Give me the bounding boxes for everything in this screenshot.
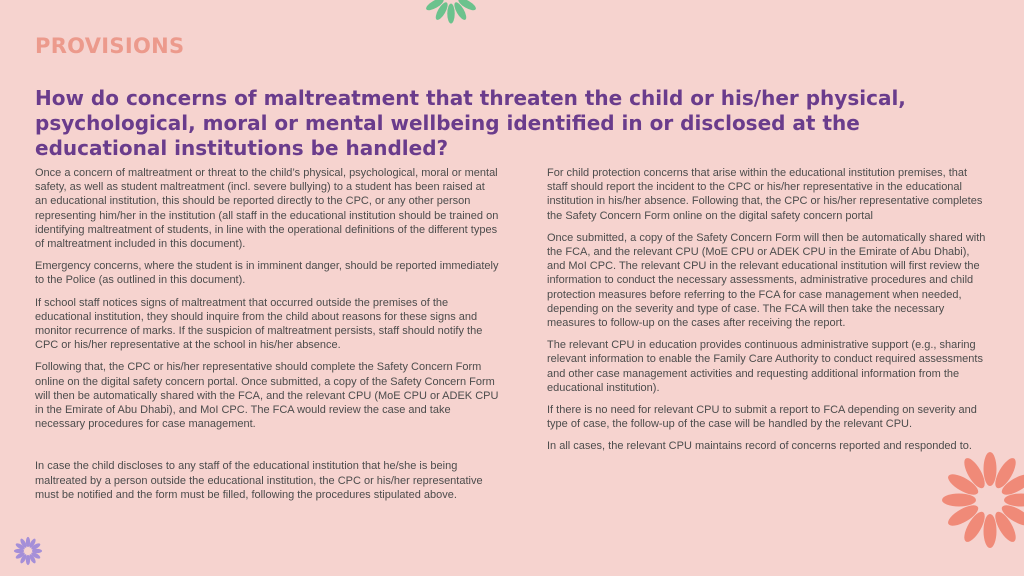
green-flower-decoration bbox=[420, 0, 482, 26]
paragraph: In case the child discloses to any staff of the educational institution that he/she is being maltreated by a person outside the educational institution, the CPC or his/her representative must be notified and the form must be filled, following the procedures stipulated above. bbox=[35, 460, 483, 501]
page-heading: How do concerns of maltreatment that threaten the child or his/her physical, psychological, moral or mental wellbeing identified in or disclosed at the educational institutions be handled? bbox=[35, 86, 906, 160]
paragraph: For child protection concerns that arise within the educational institution premises, that staff should report the incident to the CPC or his/her representative in the educational institution in his/her absence. Following that, the CPC or his/her representative completes the Safety Concern Form online on the digital safety concern portal bbox=[547, 167, 983, 222]
left-column bbox=[35, 166, 500, 510]
paragraph: In all cases, the relevant CPU maintains record of concerns reported and responded to. bbox=[547, 440, 972, 453]
paragraph: If there is no need for relevant CPU to submit a report to FCA depending on severity and type of case, the follow-up of the case will be handled by the relevant CPU. bbox=[547, 404, 977, 431]
paragraph: Emergency concerns, where the student is in imminent danger, should be reported immediately to the Police (as outlined in this document). bbox=[35, 260, 499, 287]
lavender-flower-decoration bbox=[13, 536, 43, 566]
right-column bbox=[547, 166, 987, 462]
coral-flower-decoration bbox=[940, 450, 1024, 550]
paragraph: Following that, the CPC or his/her representative should complete the Safety Concern Form online on the digital safety concern portal. Once submitted, a copy of the Safety Concern Form will then be automatically shared with the FCA, and the relevant CPU (MoE CPU or ADEK CPU in the Emirate of Abu Dhabi), and MoI CPC. The FCA would review the case and take necessary procedures for case management. bbox=[35, 361, 499, 431]
paragraph: Once submitted, a copy of the Safety Concern Form will then be automatically shared with the FCA, and the relevant CPU (MoE CPU or ADEK CPU in the Emirate of Abu Dhabi), and MoI CPC. The relevant CPU in the relevant educational institution will first review the information to conduct the necessary assessments, administrative procedures and child protection measures before referring to the FCA for case management when needed, depending on the severity and type of case. The FCA will then take the necessary measures to follow-up on the cases after receiving the report. bbox=[547, 231, 986, 330]
paragraph: Once a concern of maltreatment or threat to the child’s physical, psychological, moral or mental safety, as well as student maltreatment (incl. severe bullying) to a student has been raised at an educational institution, this should be reported directly to the CPC, or any other person representing him/her in the institution (all staff in the educational institution should be trained on identifying maltreatment of students, in line with the operational definitions of the different types of maltreatment included in this document). bbox=[35, 167, 499, 251]
section-label: PROVISIONS bbox=[35, 34, 185, 58]
paragraph: If school staff notices signs of maltreatment that occurred outside the premises of the educational institution, they should inquire from the child about reasons for these signs and monitor recurrence of marks. If the suspicion of maltreatment persists, staff should notify the CPC or his/her representative at the school in his/her absence. bbox=[35, 296, 483, 352]
paragraph: The relevant CPU in education provides continuous administrative support (e.g., sharing relevant information to enable the Family Care Authority to conduct required assessments and other case management activities and requesting additional information from the educational institution). bbox=[547, 339, 983, 394]
